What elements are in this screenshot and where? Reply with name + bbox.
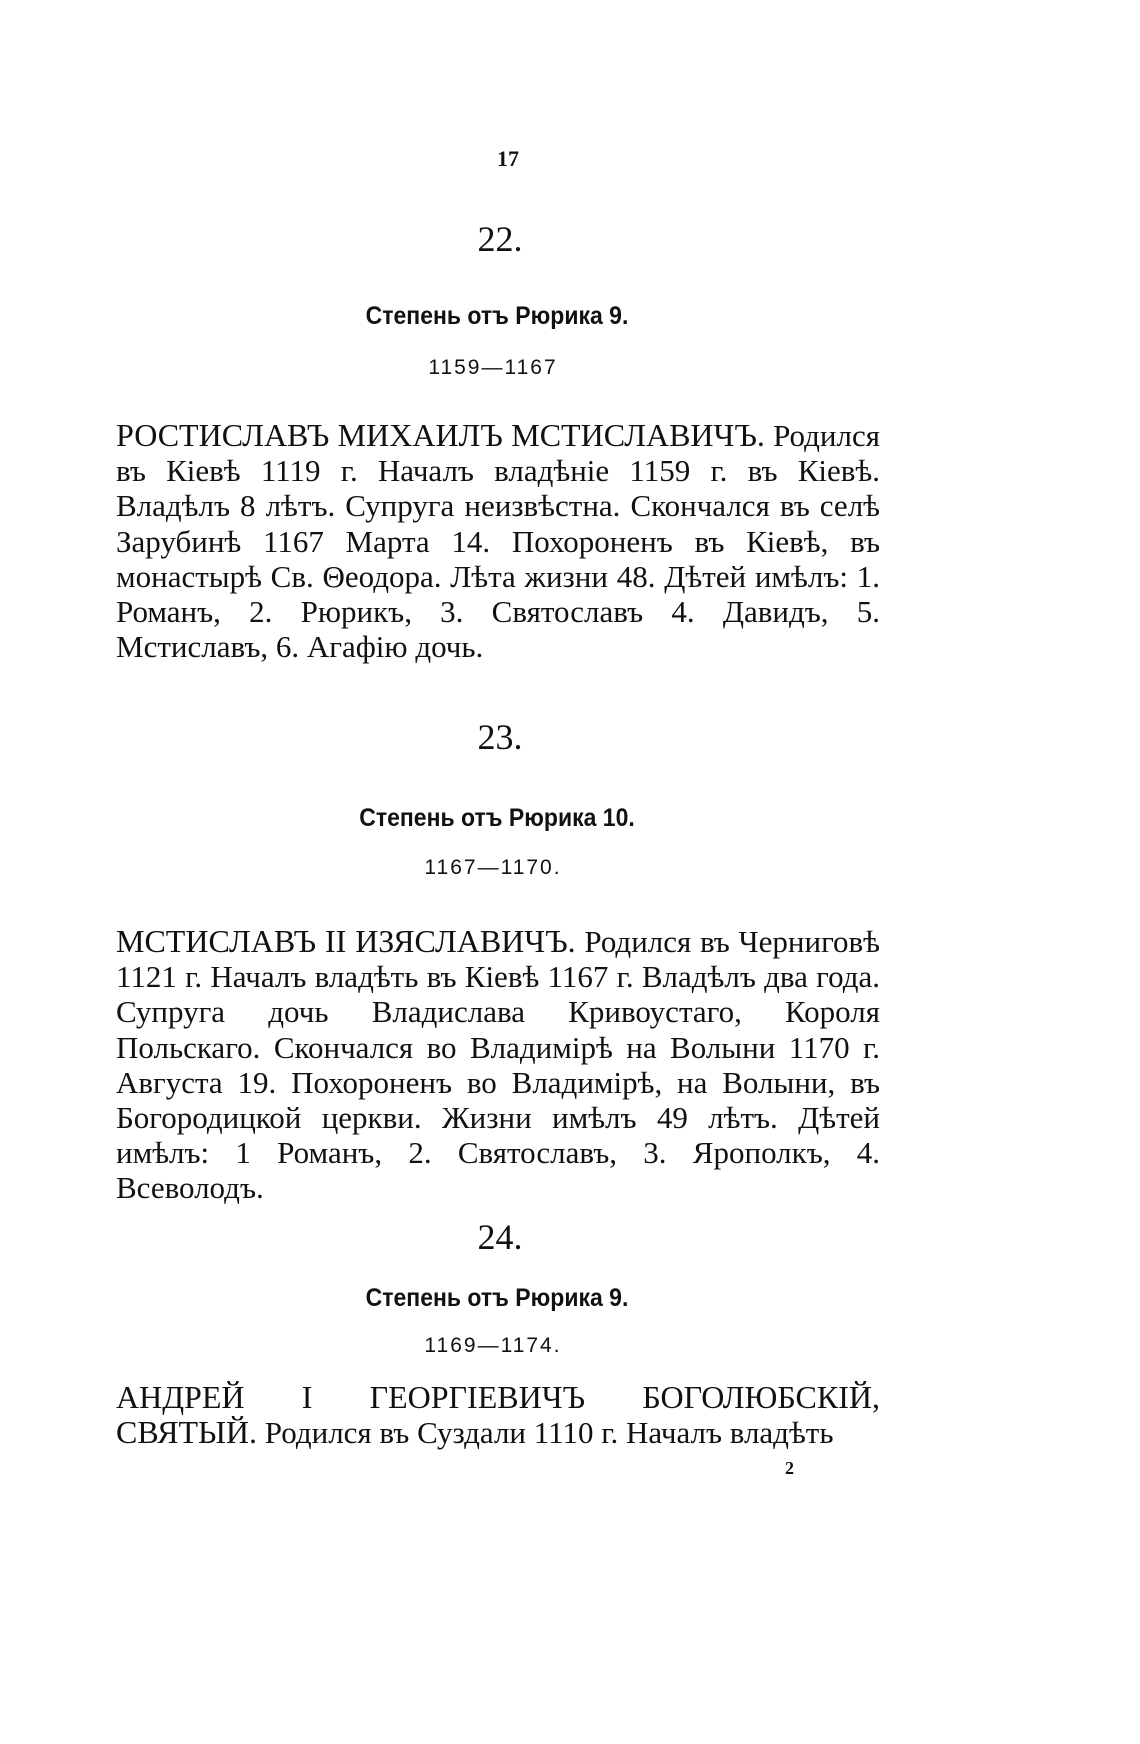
entry-name: АНДРЕЙ I ГЕОРГІЕВИЧЪ БОГОЛЮБСКІЙ, СВЯТЫЙ. xyxy=(116,1379,880,1451)
entry-name: РОСТИСЛАВЪ МИХАИЛЪ МСТИСЛАВИЧЪ. xyxy=(116,417,765,453)
footer-signature: 2 xyxy=(785,1458,794,1478)
entry-body: Родился въ Суздали 1110 г. Началъ владѣть xyxy=(264,1415,834,1451)
entry-text xyxy=(116,924,880,1206)
entry-number: 22. xyxy=(477,219,523,259)
entry-years: 1167—1170. xyxy=(424,856,562,879)
entry-text xyxy=(116,418,880,664)
entry-degree: Степень отъ Рюрика 10. xyxy=(359,804,635,832)
entry-degree: Степень отъ Рюрика 9. xyxy=(365,1284,629,1312)
page-number: 17 xyxy=(497,146,519,171)
entry-body: Родился въ Кіевѣ 1119 г. Началъ владѣніе 1159 г. въ Кіевѣ. Владѣлъ 8 лѣтъ. Супруга неизвѣстна. Скончался въ селѣ Зарубинѣ 1167 Марта 14. Похороненъ въ Кіевѣ, въ монастырѣ Св. Θеодора. Лѣта жизни 48. Дѣтей имѣлъ: 1. Романъ, 2. Рюрикъ, 3. Святославъ 4. Давидъ, 5. Мстиславъ, 6. Агафію дочь. xyxy=(116,418,881,665)
entry-number: 24. xyxy=(477,1217,523,1257)
entry-name: МСТИСЛАВЪ II ИЗЯСЛАВИЧЪ. xyxy=(116,923,576,959)
entry-text xyxy=(116,1380,880,1450)
entry-body: Родился въ Черниговѣ 1121 г. Началъ владѣть въ Кіевѣ 1167 г. Владѣлъ два года. Супруга дочь Владислава Кривоустаго, Короля Польскаго. Скончался во Владимірѣ на Волыни 1170 г. Августа 19. Похороненъ во Владимірѣ, на Волыни, въ Богородицкой церкви. Жизни имѣлъ 49 лѣтъ. Дѣтей имѣлъ: 1 Романъ, 2. Святославъ, 3. Ярополкъ, 4. Всеволодъ. xyxy=(116,924,881,1206)
entry-years: 1159—1167 xyxy=(428,356,558,379)
entry-years: 1169—1174. xyxy=(424,1334,562,1357)
entry-number: 23. xyxy=(477,717,523,757)
entry-degree: Степень отъ Рюрика 9. xyxy=(365,302,629,330)
